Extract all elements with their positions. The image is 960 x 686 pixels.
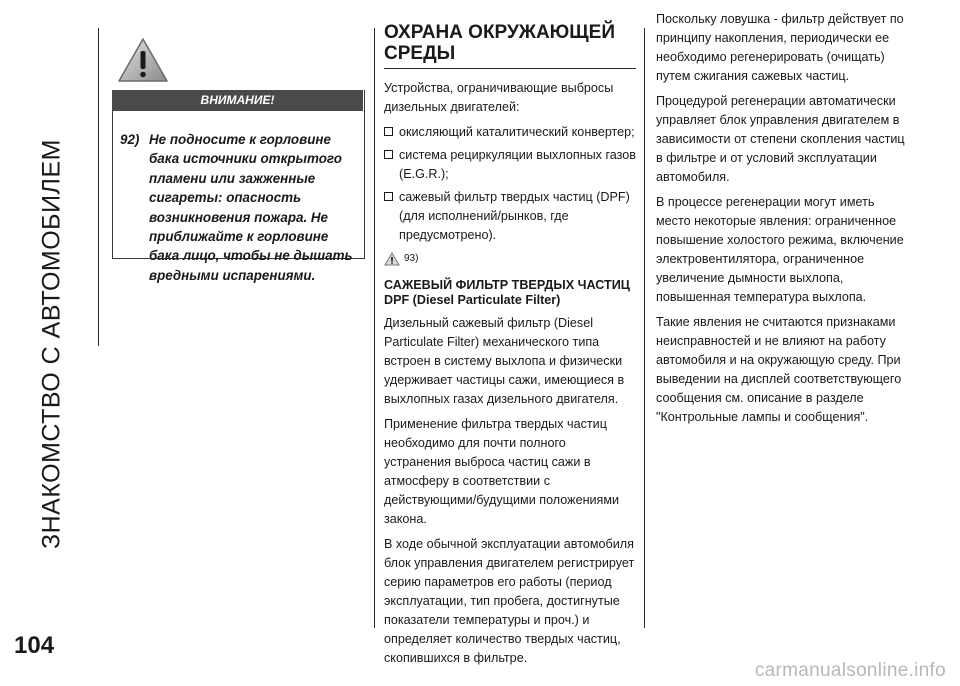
checkbox-bullet-icon bbox=[384, 150, 393, 159]
list-item-text: система рециркуляции выхлопных газов (E.G.R.); bbox=[399, 148, 636, 181]
watermark: carmanualsonline.info bbox=[754, 660, 946, 681]
subhead-line-2: DPF (Diesel Particulate Filter) bbox=[384, 293, 561, 307]
heading-line-2: СРЕДЫ bbox=[384, 43, 456, 64]
list-item-text: окисляющий каталитический конвертер; bbox=[399, 125, 635, 139]
column-3 bbox=[656, 10, 908, 433]
section-title-vertical: ЗНАКОМСТВО С АВТОМОБИЛЕМ bbox=[37, 139, 66, 549]
column-divider-1 bbox=[374, 28, 375, 628]
intro-paragraph: Устройства, ограничивающие выбросы дизельных двигателей: bbox=[384, 81, 614, 114]
column-2 bbox=[384, 22, 636, 674]
paragraph: Дизельный сажевый фильтр (Diesel Particulate Filter) механического типа встроен в систему выхлопа и физически удерживает частицы сажи, имеющиеся в выхлопных газах дизельного двигателя. bbox=[384, 316, 625, 406]
paragraph: Такие явления не считаются признаками неисправностей и не влияют на работу автомобиля и на окружающую среду. При выведении на дисплей соответствующего сообщения см. описание в разделе "Контрольные лампы и сообщения". bbox=[656, 315, 902, 424]
warning-header: ВНИМАНИЕ! bbox=[112, 90, 363, 111]
warning-reference-number: 93) bbox=[404, 253, 419, 264]
page-number: 104 bbox=[14, 632, 55, 659]
checkbox-bullet-icon bbox=[384, 192, 393, 201]
checkbox-bullet-icon bbox=[384, 127, 393, 136]
paragraph: Процедурой регенерации автоматически управляет блок управления двигателем в зависимости от степени скопления частиц в фильтре и от условий эксплуатации автомобиля. bbox=[656, 94, 905, 184]
list-item bbox=[384, 146, 636, 184]
warning-text bbox=[120, 130, 358, 285]
warning-reference[interactable] bbox=[384, 249, 636, 268]
section-heading bbox=[384, 22, 636, 69]
warning-body: Не подносите к горловине бака источники открытого пламени или зажженные сигареты: опасность возникновения пожара. Не приближайте к горловине бака лицо, чтобы не дышать вредными испарениями. bbox=[149, 132, 353, 283]
subsection-heading bbox=[384, 278, 636, 308]
list-item bbox=[384, 123, 636, 142]
subhead-line-1: САЖЕВЫЙ ФИЛЬТР ТВЕРДЫХ ЧАСТИЦ bbox=[384, 278, 630, 292]
paragraph: Применение фильтра твердых частиц необходимо для почти полного устранения выброса частиц сажи в атмосферу в соответствии с действующими/будущими положениями закона. bbox=[384, 417, 620, 526]
sidebar-divider bbox=[98, 28, 99, 346]
paragraph: Поскольку ловушка - фильтр действует по принципу накопления, периодически ее необходимо регенерировать (очищать) путем сжигания сажевых частиц. bbox=[656, 12, 904, 83]
paragraph: В процессе регенерации могут иметь место некоторые явления: ограниченное повышение холостого режима, включение электровентилятора, ограниченное увеличение дымности выхлопа, повышенная температура выхлопа. bbox=[656, 195, 904, 304]
list-item bbox=[384, 188, 636, 245]
warning-triangle-icon bbox=[116, 36, 170, 84]
warning-reference-icon bbox=[384, 252, 400, 266]
list-item-text: сажевый фильтр твердых частиц (DPF) (для исполнений/рынков, где предусмотрено). bbox=[399, 190, 630, 242]
paragraph: В ходе обычной эксплуатации автомобиля блок управления двигателем регистрирует серию параметров его работы (период эксплуатации, тип пробега, достигнутые показатели температуры и проч.) и определяет количество твердых частиц, скопившихся в фильтре. bbox=[384, 537, 635, 665]
warning-number: 92) bbox=[120, 132, 140, 147]
heading-line-1: ОХРАНА ОКРУЖАЮЩЕЙ bbox=[384, 22, 615, 43]
column-divider-2 bbox=[644, 28, 645, 628]
